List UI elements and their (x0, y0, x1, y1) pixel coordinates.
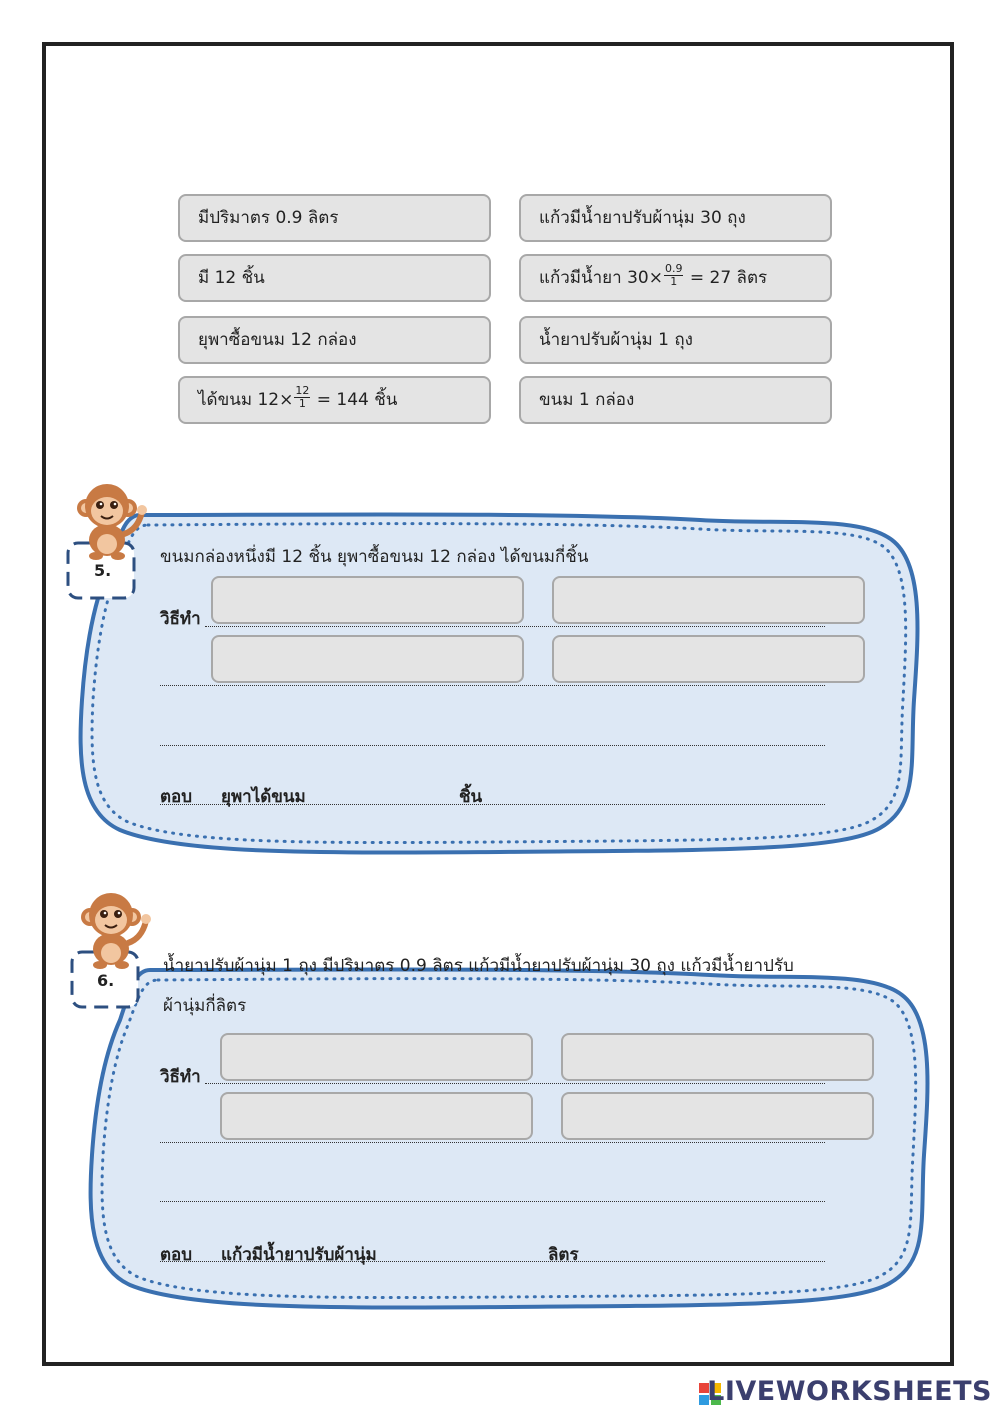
liveworksheets-logo[interactable]: LIVEWORKSHEETS (707, 1376, 992, 1407)
monkey-icon (78, 887, 154, 969)
writing-line (160, 745, 825, 746)
answer-text: แก้วมีน้ำยาปรับผ้านุ่ม (221, 1245, 377, 1265)
question-number: 6. (97, 971, 115, 990)
drop-zone[interactable] (561, 1092, 874, 1140)
drop-zone[interactable] (211, 576, 524, 624)
answer-tile[interactable]: แก้วมีน้ำยา 30× $\frac{0.9}{1}$ = 27 ลิตร (519, 254, 832, 302)
monkey-icon (74, 478, 150, 560)
answer-tile[interactable]: แก้วมีน้ำยาปรับผ้านุ่ม 30 ถุง (519, 194, 832, 242)
fraction: $\frac{12}{1}$ (295, 383, 310, 410)
answer-text: ยุพาได้ขนม (221, 787, 306, 807)
answer-tile[interactable]: ได้ขนม 12× $\frac{12}{1}$ = 144 ชิ้น (178, 376, 491, 424)
question-text: ขนมกล่องหนึ่งมี 12 ชิ้น ยุพาซื้อขนม 12 กล่อง ได้ขนมกี่ชิ้น (160, 547, 589, 567)
method-label: วิธีทำ (160, 609, 201, 629)
fraction: $\frac{0.9}{1}$ (664, 261, 683, 288)
answer-unit: ลิตร (548, 1245, 579, 1265)
question-text-line2: ผ้านุ่มกี่ลิตร (163, 996, 247, 1016)
writing-line (160, 685, 825, 686)
drop-zone[interactable] (552, 576, 865, 624)
answer-unit: ชิ้น (459, 787, 483, 807)
answer-tile[interactable]: ยุพาซื้อขนม 12 กล่อง (178, 316, 491, 364)
writing-line (205, 1083, 825, 1084)
drop-zone[interactable] (220, 1092, 533, 1140)
question-number: 5. (94, 561, 112, 580)
drop-zone[interactable] (552, 635, 865, 683)
writing-line (205, 626, 825, 627)
answer-tile[interactable]: ขนม 1 กล่อง (519, 376, 832, 424)
answer-tile[interactable]: มี 12 ชิ้น (178, 254, 491, 302)
writing-line (160, 1142, 825, 1143)
drop-zone[interactable] (220, 1033, 533, 1081)
answer-tile[interactable]: มีปริมาตร 0.9 ลิตร (178, 194, 491, 242)
method-label: วิธีทำ (160, 1067, 201, 1087)
drop-zone[interactable] (211, 635, 524, 683)
answer-tile[interactable]: น้ำยาปรับผ้านุ่ม 1 ถุง (519, 316, 832, 364)
writing-line (160, 804, 825, 805)
writing-line (160, 1261, 825, 1262)
question-text-line1: น้ำยาปรับผ้านุ่ม 1 ถุง มีปริมาตร 0.9 ลิตร แก้วมีน้ำยาปรับผ้านุ่ม 30 ถุง แก้วมีน้ำยาปรับ (163, 956, 794, 976)
answer-label: ตอบ (160, 787, 193, 807)
drop-zone[interactable] (561, 1033, 874, 1081)
writing-line (160, 1201, 825, 1202)
answer-label: ตอบ (160, 1245, 193, 1265)
